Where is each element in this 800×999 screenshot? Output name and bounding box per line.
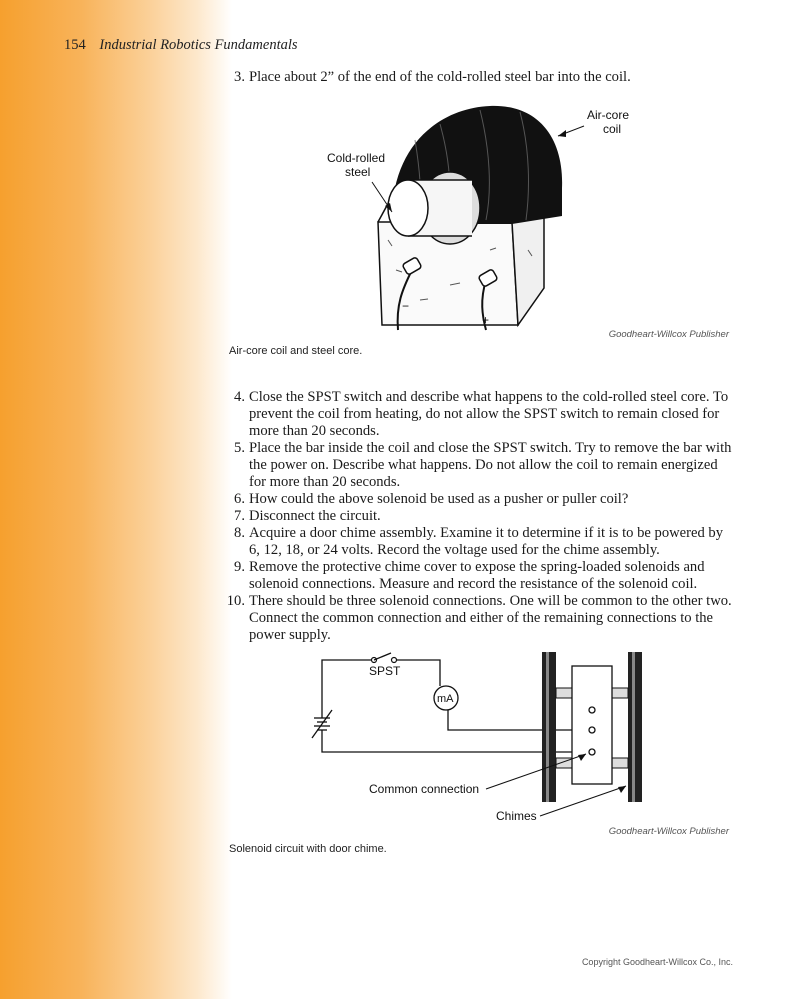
step-number: 9. (234, 559, 245, 575)
label-chimes: Chimes (496, 809, 537, 823)
step-10 (226, 593, 734, 644)
step-text: There should be three solenoid connections. One will be common to the other two. Connect the common connection and either of the remaining connections to the power supply. (249, 593, 732, 643)
chime-circuit-figure (300, 648, 650, 828)
spst-switch-icon (374, 653, 391, 660)
step-6 (229, 491, 734, 508)
label-ma: mA (437, 693, 454, 705)
solenoid-housing (572, 666, 612, 784)
step-number: 3. (234, 69, 245, 85)
terminal (589, 727, 595, 733)
figure2-caption: Solenoid circuit with door chime. (229, 843, 387, 855)
minus-sign: − (402, 299, 410, 313)
step-3 (229, 69, 734, 86)
step-number: 7. (234, 508, 245, 524)
step-text: Place about 2” of the end of the cold-rolled steel bar into the coil. (249, 69, 631, 85)
step-7 (229, 508, 734, 525)
coil-figure (300, 100, 640, 332)
step-8 (229, 525, 734, 559)
plus-sign: + (482, 313, 490, 327)
orange-page-margin (0, 0, 232, 999)
step-9 (229, 559, 734, 593)
step-4 (229, 389, 734, 440)
step-number: 4. (234, 389, 245, 405)
figure1-credit: Goodheart-Willcox Publisher (608, 329, 729, 340)
step-number: 8. (234, 525, 245, 541)
step-number: 5. (234, 440, 245, 456)
common-terminal (589, 749, 595, 755)
step-number: 6. (234, 491, 245, 507)
label-air-core: Air-core (587, 108, 630, 122)
terminal (589, 707, 595, 713)
step-text: Disconnect the circuit. (249, 508, 381, 524)
figure1-caption: Air-core coil and steel core. (229, 345, 363, 357)
copyright-notice: Copyright Goodheart-Willcox Co., Inc. (581, 957, 733, 967)
label-spst: SPST (369, 664, 401, 678)
step-5 (229, 440, 734, 491)
step-text: Close the SPST switch and describe what happens to the cold-rolled steel core. To prevent the coil from heating, do not allow the SPST switch to remain closed for more than 20 seconds. (249, 389, 729, 439)
running-header (64, 37, 298, 54)
step-text: Remove the protective chime cover to expose the spring-loaded solenoids and solenoid connections. Measure and record the resistance of the solenoid coil. (249, 559, 705, 592)
figure2-credit: Goodheart-Willcox Publisher (608, 826, 729, 837)
label-common-connection: Common connection (369, 782, 480, 796)
label-cold-rolled: Cold-rolled (327, 151, 386, 165)
step-text: How could the above solenoid be used as a pusher or puller coil? (249, 491, 629, 507)
step-number: 10. (226, 593, 245, 609)
switch-contact (392, 658, 397, 663)
book-title: Industrial Robotics Fundamentals (99, 37, 298, 53)
cold-rolled-steel-bar (388, 180, 428, 236)
step-text: Acquire a door chime assembly. Examine it to determine if it is to be powered by 6, 12, 18, or 24 volts. Record the voltage used for the chime assembly. (249, 525, 724, 558)
label-coil: coil (603, 122, 622, 136)
page-number: 154 (64, 37, 86, 53)
label-steel: steel (345, 165, 371, 179)
step-text: Place the bar inside the coil and close the SPST switch. Try to remove the bar with the power on. Describe what happens. Do not allow the coil to remain energized for more than 20 seconds. (249, 440, 732, 490)
